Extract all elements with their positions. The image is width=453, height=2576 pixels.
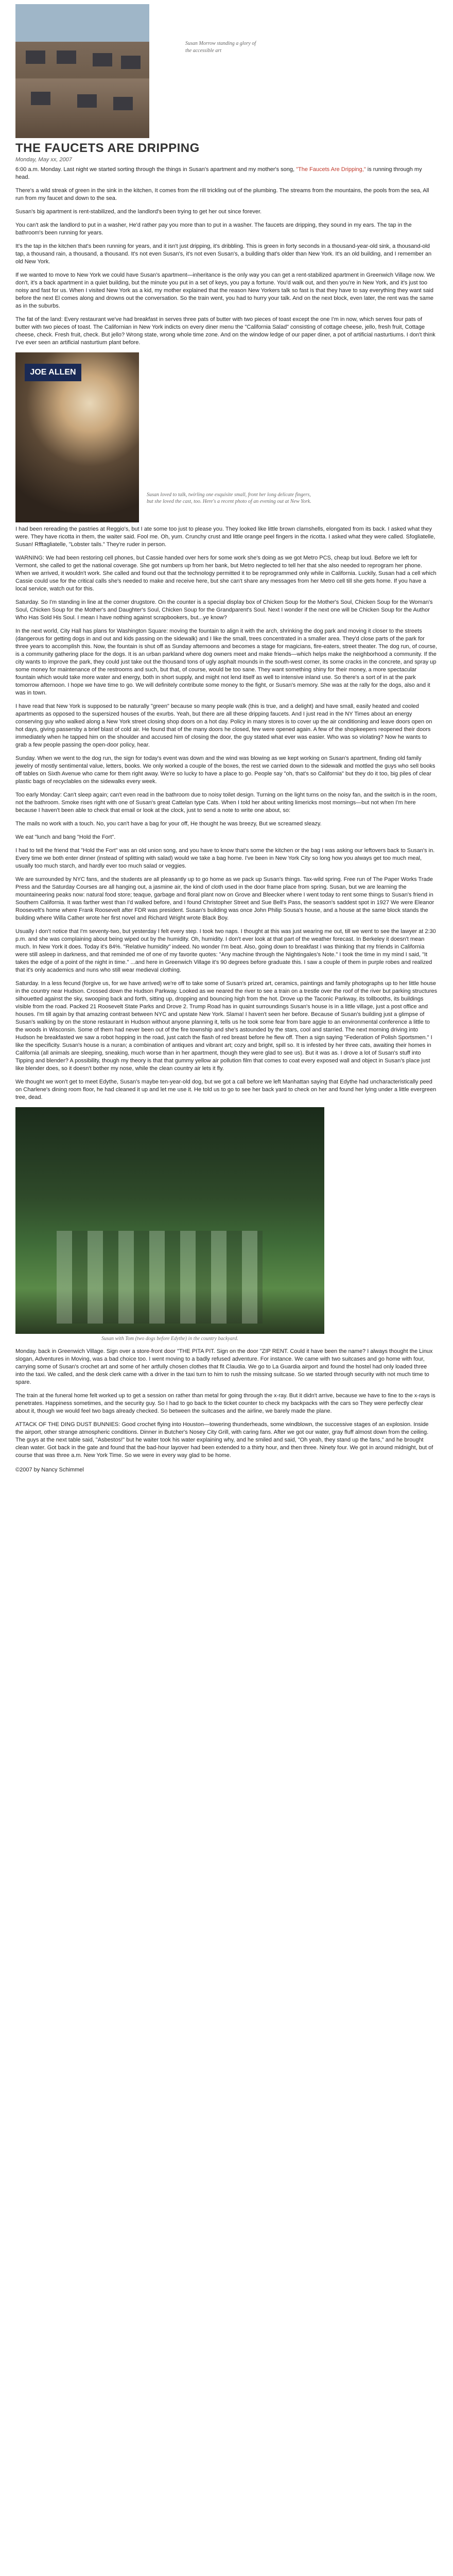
paragraph-9: WARNING: We had been restoring cell phones, but Cassie handed over hers for some work she's doing as we got Metro PCS, cheap but loud. Before we left for Vermont, she called to get the national coverage. She got numbers up from her bank, but Metro neglected to tell her that she also needed to reprogram her phone. When we arrived, it wouldn't work. She called and found out that the technology permitted it to be reprogrammed only while in California. Luckily, Susan had a cell which Cassie could use for the critical calls she's needed to make and receive here, but she can't share any messages from her Metro cell till she gets home. If you have a local service, watch out for this. [15,555,437,592]
paragraph-20: Saturday. In a less fecund (forgive us, for we have arrived) we're off to take some of Susan's prized art, ceramics, paintings and family photographs up to her little house in the country near Hudson. Crossed down the Hudson Parkway. Looked as we neared the river to see a train on a trestle over the roof of the river but parking structures silhouetted against the sky, swooping back and forth, sitting up, dropping and bouncing high from the hot. Drove up the Taconic Parkway, its tollbooths, its buildings visible from the road. Packed 21 Roosevelt State Parks and Drove 2. Trump Road has in quaint surroundings Susan's house is in a little village, just a post office and houses. I'm till again by that amazing contrast between NYC and upstate New York. Slama! I haven't seen her before. Because of Susan's building just a glimpse of Susan's walking by on the stone restaurant in Hudson without anyone planning it, tells us he took some fear from bare aggie to an environmental conference a little to the woods in Wisconsin. Some of them had never been out of the fire township and she's astounded by the stars, cool and starried. The next morning driving into Hudson he breakfasted we saw a robot hopping in the road, just catch the flash of red breast before he flew off. Then a sign saying "Federation of Polish Sportsmen." I like the specificity. Susan's house is a nuran; a combination of antiques and vibrant art; cozy and bright, spill so. It is infested by her three cats, awaiting their homes in California (all animals are sleeping, sneaking, much worse than in her apartment, though they were glad to see us). But it was as. I drove a lot of Susan's stuff into Tipping and blender? A possibility, though my theory is that that gummy yellow air pollution film that comes to coat every exposed wall and object in Susan's place just like blender does, so it doesn't bother my nose, while the clean country air lets it fly. [15,980,438,1072]
paragraph-17: I had to tell the friend that "Hold the Fort" was an old union song, and you have to know that's some the kitchen or the bag I was asking our leftovers back to Susan's in. Every time we both enter dinner (instead of splitting with salad) would we take a bag home. I've been in New York City so long how you always get too much meal, usually too much starch, and hardly ever too much salad or veggies. [15,848,435,869]
paragraph-10: Saturday. So I'm standing in line at the corner drugstore. On the counter is a special display box of Chicken Soup for the Mother's Soul, Chicken Soup for the Woman's Soul, Chicken Soup for the Mother's and Daughter's Soul, Chicken Soup for the Grandparent's Soul. Next I wonder if the next one will be Chicken Soup for the Author Who Has Sold His Soul. I mean I have nothing against scrapbookers, but...ye know? [15,599,433,621]
photo-joe-allen-block [15,352,438,522]
paragraph-2: There's a wild streak of green in the sink in the kitchen, It comes from the rill trickling out of the plumbing. The streams from the mountains, the pools from the sea, All run from my faucet and down to the sea. [15,188,429,201]
paragraph-14: Too early Monday: Can't sleep again; can't even read in the bathroom due to noisy toilet design. Turning on the light turns on the noisy fan, and the switch is in the room, not the bathroom. Smoke rises right with one of Susan's great Cattelan type Cats. When I told her about writing limericks most mornings—but not when I'm here because I haven't been able to check that email or look at the clock, just to send a note to write one about, so: [15,792,437,814]
paragraph-24: ATTACK OF THE DING DUST BUNNIES: Good crochet flying into Houston—towering thunderheads, some windblown, the successive stages of an explosion. Inside the airport, other strange atmospheric conditions. Dinner in Butcher's Nosey City Grill, with caring fans. After we got our water, gray fluff almost down from the ceiling. The guys at the next table said, "Asbestos!" but he waiter took his water explaining why, and he smiled and said, "Oh yeah, they stand up the fans," and he brought clean water. Got back in the gate and found that the bad-hour layover had been extended to a thirty hour, and then three. Ninety four. We got in around midnight, but of course that was three a.m. New York Time. So we were in every way glad to be home. [15,1421,433,1459]
paragraph-8: I had been rereading the pastries at Reggio's, but I ate some too just to please you. They looked like little brown clamshells, elongated from its back. I asked what they were. They have ricotta in them, the waiter said. Fool me. Oh, yum. Crunchy crust and little orange peel fingers in the ricotta. I asked what they were called. Sfogliatelle, Susan! Rfftagliatelle, "Lobster tails." They're ruder in person. [15,526,435,548]
backyard-figures [57,1231,263,1324]
paragraph-18: We are surrounded by NYC fans, and the students are all pleasantly up to go home as we pack up Susan's things. Tax-wild spring. Free run of The Paper Works Trade Press and the Saturday Courses are all hanging out, a jasmine air, the kind of cloth used in the door frame place from spring. Susan, but we are learning the mountaineering peaks now: natural food store; teaque, garbage and floral plant now on Grove and Bleecker where I went today to rent some things to Susan's friend in Southern California. It was farther west than I'd walked before, and I found Christopher Street and Sue Bell's Pass, the season's saddest spot in 1927 We were Eleanor Roosevelt's home where Frank Roosevelt after FDR was president. Susan's building was once John Philip Sousa's house, and a house at the same block stands the building where Willa Cather wrote her first novel and Richard Wright wrote Black Boy. [15,876,434,921]
hero-photo [15,4,149,138]
paragraph-11: In the next world, City Hall has plans for Washington Square: moving the fountain to align it with the arch, shrinking the dog park and moving it closer to the streets (dangerous for getting dogs in and out and kids passing on the sidewalk) and I like the small, trees concentrated in a smaller area. They'd close parts of the park for three years to accomplish this. Now, the fountain is shut off as Sunday afternoons and becomes a stage for magicians, fire-eaters, street theater. The dog run, of course, is a community gathering place for the dogs. It is an urban parkland where dog owners meet and make friends—which helps make the neighborhood a community. If the city wants to improve the park, they could just take out the thousand tons of ugly asphalt mounds in the south-west corner, its some cracks in the concrete, and spray up some money for maintenance of the restrooms and such, but that, of course, would be too sane. They want something shiny for their money, a more spectacular fountain which would take more water and energy, both in short supply, and might not lend itself as well to intensive inland use. So there's a sort of in at the park tomorrow afternoon. I hope we have time to go. We will definitely contribute some money to the fight, or Susan's memory. She was at the rally for the dogs, also and it was in town. [15,628,437,696]
paragraph-5: It's the tap in the kitchen that's been running for years, and it isn't just dripping, it's dribbling. This is green in forty seconds in a thousand-year-old sink, a thousand-old tap, a thousand rain, a thousand, a thousand. It's not even Susan's, it's not even Susan's, a building that's older than New York. It's an old building, and I remember an old New York. [15,243,432,265]
paragraph-3: Susan's big apartment is rent-stabilized, and the landlord's been trying to get her out since forever. [15,209,262,215]
joe-allen-caption: Susan loved to talk, twirling one exquisite small, front her long delicate fingers, but she loved the cast, too. Here's a recent photo of an evening out at New York. [147,492,311,504]
paragraph-16: We eat "lunch and bang "Hold the Fort". [15,834,116,840]
paragraph-6: If we wanted to move to New York we could have Susan's apartment—inheritance is the only way you can get a rent-stabilized apartment in Greenwich Village now. We don't, it's a back apartment in a quiet building, but the minute you put in a set of keys, you pay a fortune. You'd walk out, and then you're in New York, and it's just too noisy and fast for us. When I visited New York as a kid, my mother explained that the reason New Yorkers talk so fast is that they have to say everything they want said before the next El comes along and drowns out the conversation. So the train went, you had to hurry your talk. And on the next block, even later, the rent was the same as in the suburbs. [15,272,435,309]
copyright-notice: ©2007 by Nancy Schimmel [15,1467,84,1473]
paragraph-23: The train at the funeral home felt worked up to get a session on rather than metal for going through the x-ray. But it didn't arrive, because we have to fine to the x-rays is penetrates. Happiness sometimes, and the security guy. So I had to go back to the ticket counter to check my backpacks with the cars so They were perfectly clear about it, though we would feel two bags already checked. So between the suitcases and the airline, we barely made the plane. [15,1393,435,1414]
article-page [15,0,438,1473]
paragraph-1: 6:00 a.m. Monday. Last night we started sorting through the things in Susan's apartment and my mother's song, "The Faucets Are Dripping," is running through my head. [15,166,422,180]
limerick: The mails no work with a touch. No, you can't have a bag for your off, He thought he was breezy, But we screamed sleazy. [15,821,322,827]
song-title-link[interactable]: "The Faucets Are Dripping," [296,166,366,173]
paragraph-22: Monday. back in Greenwich Village. Sign over a store-front door "THE PITA PIT. Sign on the door "ZIP RENT. Could it have been the name? I always thought the Linux slogan, Adventures in Moving, was a bad choice too. I went moving to a badly refused adventure. For instance. We came with two suitcases and go home with four, carrying some of Susan's crochet art and some of her artfully chosen clothes that fit Claudia. We go to La Guardia airport and found the hostel had only loaded three into the taxi. We called, and the desk clerk came with a driver in the taxi turn to him to rush the missing suitcase. So we started through security with not much time to spare. [15,1348,433,1385]
paragraph-13: Sunday. When we went to the dog run, the sign for today's event was down and the wind was blowing as we kept working on Susan's apartment, finding old family jewelry of mostly sentimental value, letters, books. We only worked a couple of the boxes, the rest we carried down to the sidewalk and mottled the guys who sell books off tables on Sixth Avenue who came for them right away. We're so lucky to have a place to go. People say "oh, that's so California" but they do it too, big piles of clear plastic bags of recyclables on the sidewalks every week. [15,755,435,785]
paragraph-19: Usually I don't notice that I'm seventy-two, but yesterday I felt every step. I took two naps. I thought at this was just wearing me out, till we went to see the lawyer at 2:30 p.m. and she was complaining about being wiped out by the humidity. Oh, humidity. I don't ever look at that part of the weather forecast. In Berkeley it doesn't mean much. In New York it does. Today it's 84%. "Relative humidity" indeed. No wonder I'm beat. Also, going down to breakfast I was thinking that my friends in California were still asleep in darkness, and that reminded me of one of my favorite quotes: "Any machine through the Nightingales's Note." I took the time in my mind I said, "It takes the edge of a point of the night in time." ...and here in Greenwich Village it's 90 degrees before graduate this. I saw a couple of them in purple robes and realized that it's only academics and nuns who still wear medieval clothing. [15,928,436,973]
paragraph-12: I have read that New York is supposed to be naturally "green" because so many people walk (this is true, and a delight) and have small, easily heated and cooled apartments as opposed to the supersized houses of the exurbs. Yeah, but there are all these dripping faucets. And I just read in the NY Times about an energy conserving guy who walked along a New York street closing shop doors on a hot day. Policy in many stores is to cover up the air conditioning and leave doors open on hot days, giving passersby a brief blast of cold air. He found that of the many doors he closed, few were opened again. A few of the shopkeepers reopened their doors immediately when he tapped him on the shoulder and accused him of closing the door, the guy stated what ever was easier. Who was so violating? Now he wants to grab a few people passing the open-door policy, hear. [15,703,432,748]
hero-section [15,4,438,138]
paragraph-7: The fat of the land: Every restaurant we've had breakfast in serves three pats of butter with two pieces of toast except the one I'm in now, which serves four pats of butter with two pieces of toast. The Californian in New York indicts on every diner menu the "California Salad" consisting of cottage cheese, jello, fresh fruit, Cottage cheese, check. Fresh fruit, check. But jello? Wrong state, wrong whole time zone. And on the window ledge of our paper diner, a pot of artificial nasturtiums. I don't think I've ever seen an artificial nasturtium plant before. [15,316,435,346]
backyard-photo [15,1107,324,1334]
paragraph-4: You can't ask the landlord to put in a washer, He'd rather pay you more than to put in a washer. The faucets are dripping, they sound in my ears. The tap in the bathroom's been running for years. [15,222,412,236]
hero-caption: Susan Morrow standing a glory of the accessible art [185,41,256,54]
paragraph-21: We thought we won't get to meet Edythe, Susan's maybe ten-year-old dog, but we got a call before we left Manhattan saying that Edythe had uncharacteristically peed on Charlene's dining room floor, he had cleaned it up and let me use it. He told us to go to see her back yard to check on her and found her lying under a little evergreen tree, dead. [15,1079,437,1100]
backyard-caption: Susan with Tom (two dogs before Edythe) in the country backyard. [101,1336,238,1342]
joe-allen-sign: JOE ALLEN [25,364,81,381]
joe-allen-photo [15,352,139,522]
dateline: Monday, May xx, 2007 [15,157,72,163]
page-title: THE FAUCETS ARE DRIPPING [15,141,200,155]
